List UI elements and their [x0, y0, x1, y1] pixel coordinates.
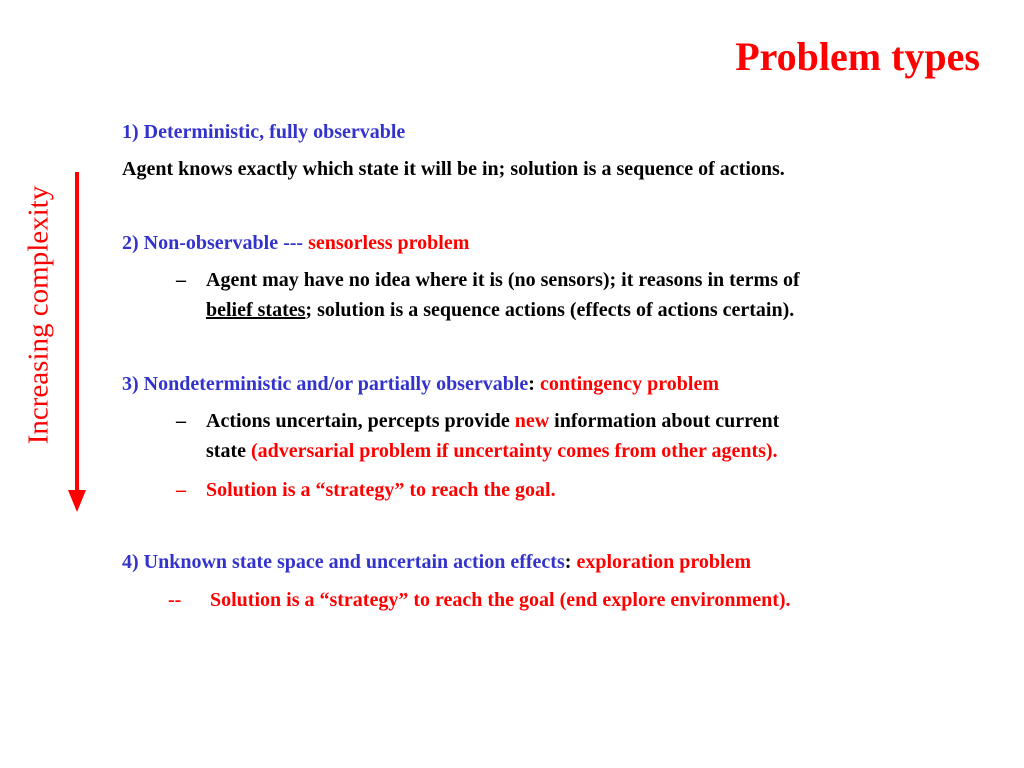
- item-3-tag: contingency problem: [539, 373, 720, 395]
- item-2-bullet-line2: [206, 298, 794, 322]
- item-3-bullet1-line2: [206, 439, 778, 463]
- item-2-heading: 2) Non-observable ---: [122, 232, 304, 254]
- item-3-heading: 3) Nondeterministic and/or partially observable: [122, 373, 529, 395]
- item-4-heading: 4) Unknown state space and uncertain action effects: [122, 551, 565, 573]
- item-3-bullet2-dash: –: [176, 479, 186, 501]
- item-3-new-word: new: [514, 410, 550, 432]
- complexity-axis-label: Increasing complexity: [22, 185, 55, 445]
- item-3-sep: :: [528, 373, 535, 395]
- item-3-line2-a: state: [206, 440, 246, 462]
- item-3-line1-a: Actions uncertain, percepts provide: [206, 410, 510, 432]
- item-3-line1-b: information about current: [554, 410, 780, 432]
- slide-title: Problem types: [735, 34, 980, 79]
- item-2-heading-line: [122, 231, 469, 255]
- item-2-bullet-line1: Agent may have no idea where it is (no sensors); it reasons in terms of: [206, 269, 800, 291]
- item-4-bullet-dash: --: [168, 589, 182, 611]
- item-1-heading: 1) Deterministic, fully observable: [122, 121, 406, 143]
- item-3-line2-red: (adversarial problem if uncertainty comes from other agents).: [250, 440, 778, 462]
- item-3-bullet1-line1: [206, 409, 779, 433]
- item-2-tag: sensorless problem: [308, 232, 470, 254]
- item-3-bullet2-text: Solution is a “strategy” to reach the goal.: [206, 479, 556, 501]
- item-4-heading-line: [122, 550, 751, 574]
- item-2-bullet-rest: ; solution is a sequence actions (effects of actions certain).: [305, 299, 795, 321]
- item-2-bullet-dash: –: [176, 269, 186, 291]
- item-4-bullet-text: Solution is a “strategy” to reach the goal (end explore environment).: [210, 589, 791, 611]
- item-4-tag: exploration problem: [576, 551, 752, 573]
- item-1-text: Agent knows exactly which state it will be in; solution is a sequence of actions.: [122, 158, 785, 180]
- item-3-heading-line: [122, 372, 719, 396]
- belief-states-term: belief states: [206, 299, 306, 321]
- item-3-bullet1-dash: –: [176, 410, 186, 432]
- item-4-sep: :: [564, 551, 572, 573]
